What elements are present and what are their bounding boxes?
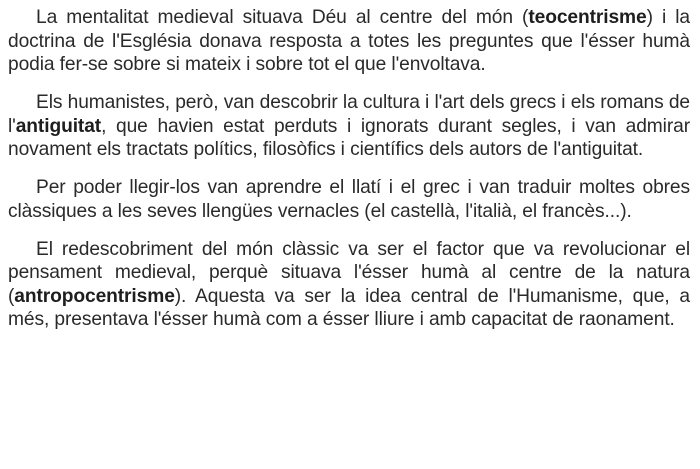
term-teocentrisme: teocentrisme <box>528 7 647 28</box>
paragraph-1-text-1: La mentalitat medieval situava Déu al centre del món ( <box>36 7 529 28</box>
paragraph-2-text-1: Els humanistes, però, van descobrir la cultura i l'art dels grecs i els romans de l' <box>8 92 690 137</box>
term-antiguitat: antiguitat <box>15 115 102 137</box>
paragraph-1 <box>8 6 690 77</box>
paragraph-3 <box>8 176 690 223</box>
paragraph-4-text-1: El redescobriment del món clàssic va ser el factor que va revolucionar el pensament medieval, perquè situava l'ésser humà al centre de la natura ( <box>8 238 690 307</box>
paragraph-2 <box>8 91 690 162</box>
term-antropocentrisme: antropocentrisme <box>14 285 175 307</box>
paragraph-2-text-2: , que havien estat perduts i ignorats durant segles, i van admirar novament els tractats polítics, filosòfics i científics dels autors de l'antiguitat. <box>8 115 690 160</box>
paragraph-3-text-1: Per poder llegir-los van aprendre el llatí i el grec i van traduir moltes obres clàssiques a les seves llengües vernacles (el castellà, l'italià, el francès...). <box>8 177 690 222</box>
paragraph-1-text-2: ) i la doctrina de l'Església donava resposta a totes les preguntes que l'ésser humà podia fer-se sobre si mateix i sobre tot el que l'envoltava. <box>8 7 690 75</box>
paragraph-4-text-2: ). Aquesta va ser la idea central de l'Humanisme, que, a més, presentava l'ésser humà com a ésser lliure i amb capacitat de raonament. <box>8 285 690 330</box>
paragraph-4 <box>8 238 690 332</box>
